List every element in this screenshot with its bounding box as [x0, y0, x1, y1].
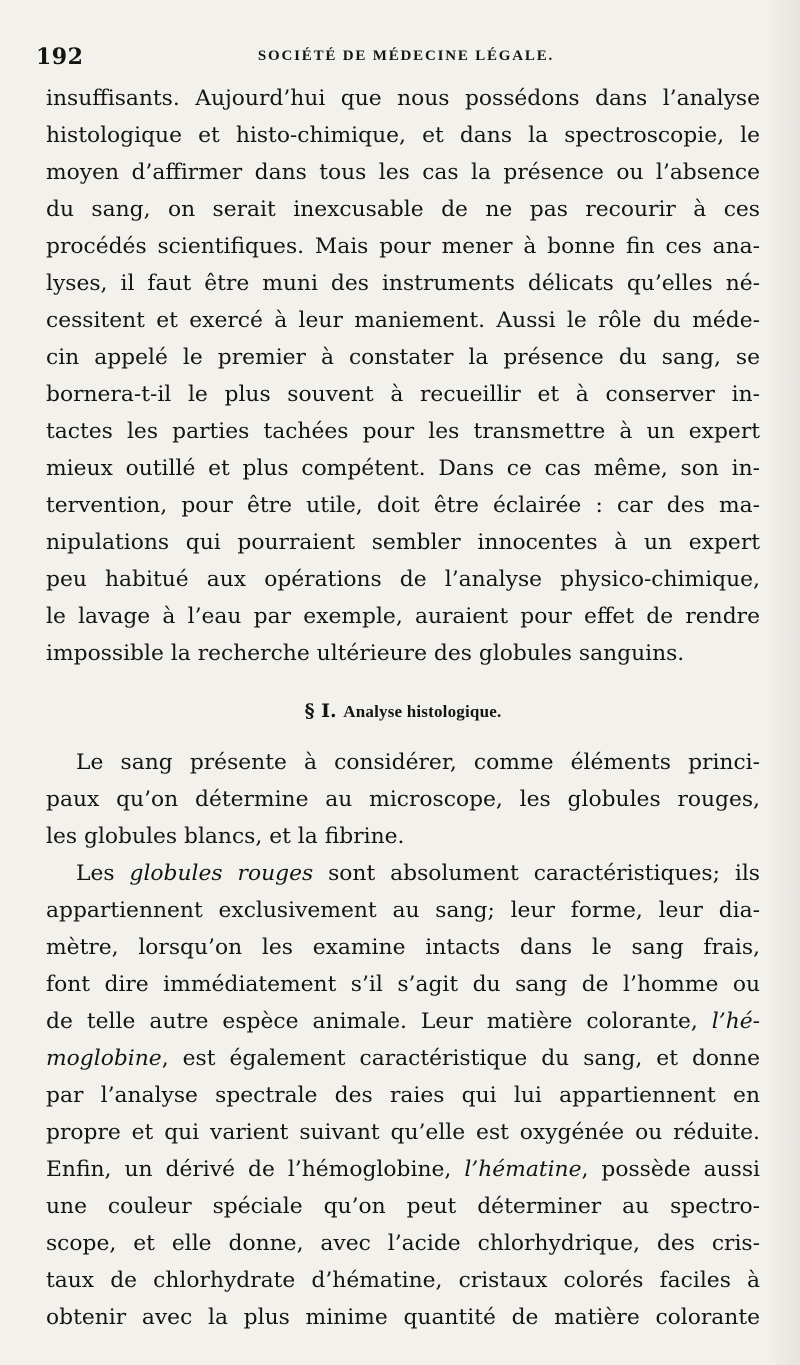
text-line: moyen d’affirmer dans tous les cas la présence ou l’absence	[46, 160, 760, 185]
text-line: paux qu’on détermine au microscope, les globules rouges,	[46, 787, 760, 812]
text-line: cin appelé le premier à constater la présence du sang, se	[46, 345, 760, 370]
page-edge-shadow	[766, 0, 800, 1365]
paragraph-2	[46, 744, 760, 855]
text-line: impossible la recherche ultérieure des globules sanguins.	[46, 641, 685, 666]
text-line: scope, et elle donne, avec l’acide chlorhydrique, des cris-	[46, 1231, 760, 1256]
text-line: cessitent et exercé à leur maniement. Aussi le rôle du méde-	[46, 308, 760, 333]
section-title: Analyse histologique.	[343, 702, 502, 721]
paragraph-3	[46, 855, 760, 1336]
text-line: mieux outillé et plus compétent. Dans ce cas même, son in-	[46, 456, 760, 481]
section-mark: § I.	[304, 700, 337, 722]
text-line: de telle autre espèce animale. Leur matière colorante, l’hé-	[46, 1009, 760, 1034]
text-line: tactes les parties tachées pour les transmettre à un expert	[46, 419, 760, 444]
text-line: Le sang présente à considérer, comme éléments princi-	[76, 750, 760, 775]
text-line: taux de chlorhydrate d’hématine, cristaux colorés faciles à	[46, 1268, 760, 1293]
text-line: Enfin, un dérivé de l’hémoglobine, l’hématine, possède aussi	[46, 1157, 760, 1182]
text-line: moglobine, est également caractéristique du sang, et donne	[46, 1046, 760, 1071]
running-head: SOCIÉTÉ DE MÉDECINE LÉGALE.	[257, 48, 555, 64]
paragraph-1	[46, 80, 760, 672]
italic-term: l’hématine	[464, 1157, 582, 1182]
page-number: 192	[36, 44, 84, 70]
text-line: font dire immédiatement s’il s’agit du sang de l’homme ou	[46, 972, 760, 997]
text-line: obtenir avec la plus minime quantité de matière colorante	[46, 1305, 760, 1330]
page-header	[36, 44, 744, 76]
text-line: Les globules rouges sont absolument caractéristiques; ils	[76, 861, 760, 886]
italic-term: l’hé-	[711, 1009, 760, 1034]
text-line: bornera-t-il le plus souvent à recueillir et à conserver in-	[46, 382, 760, 407]
text-line: du sang, on serait inexcusable de ne pas recourir à ces	[46, 197, 760, 222]
text-line: le lavage à l’eau par exemple, auraient pour effet de rendre	[46, 604, 760, 629]
text-line: tervention, pour être utile, doit être éclairée : car des ma-	[46, 493, 760, 518]
italic-term: globules rouges	[129, 861, 314, 886]
text-line: insuffisants. Aujourd’hui que nous possédons dans l’analyse	[46, 86, 760, 111]
text-line: les globules blancs, et la fibrine.	[46, 824, 405, 849]
text-line: propre et qui varient suivant qu’elle est oxygénée ou réduite.	[46, 1120, 760, 1145]
text-line: peu habitué aux opérations de l’analyse physico-chimique,	[46, 567, 760, 592]
text-line: lyses, il faut être muni des instruments délicats qu’elles né-	[46, 271, 760, 296]
italic-term: moglobine	[46, 1046, 162, 1071]
text-line: une couleur spéciale qu’on peut déterminer au spectro-	[46, 1194, 760, 1219]
text-line: histologique et histo-chimique, et dans la spectroscopie, le	[46, 123, 760, 148]
section-heading	[46, 700, 760, 722]
text-line: procédés scientifiques. Mais pour mener à bonne fin ces ana-	[46, 234, 760, 259]
text-line: par l’analyse spectrale des raies qui lui appartiennent en	[46, 1083, 760, 1108]
text-line: mètre, lorsqu’on les examine intacts dans le sang frais,	[46, 935, 760, 960]
text-line: nipulations qui pourraient sembler innocentes à un expert	[46, 530, 760, 555]
text-line: appartiennent exclusivement au sang; leur forme, leur dia-	[46, 898, 760, 923]
